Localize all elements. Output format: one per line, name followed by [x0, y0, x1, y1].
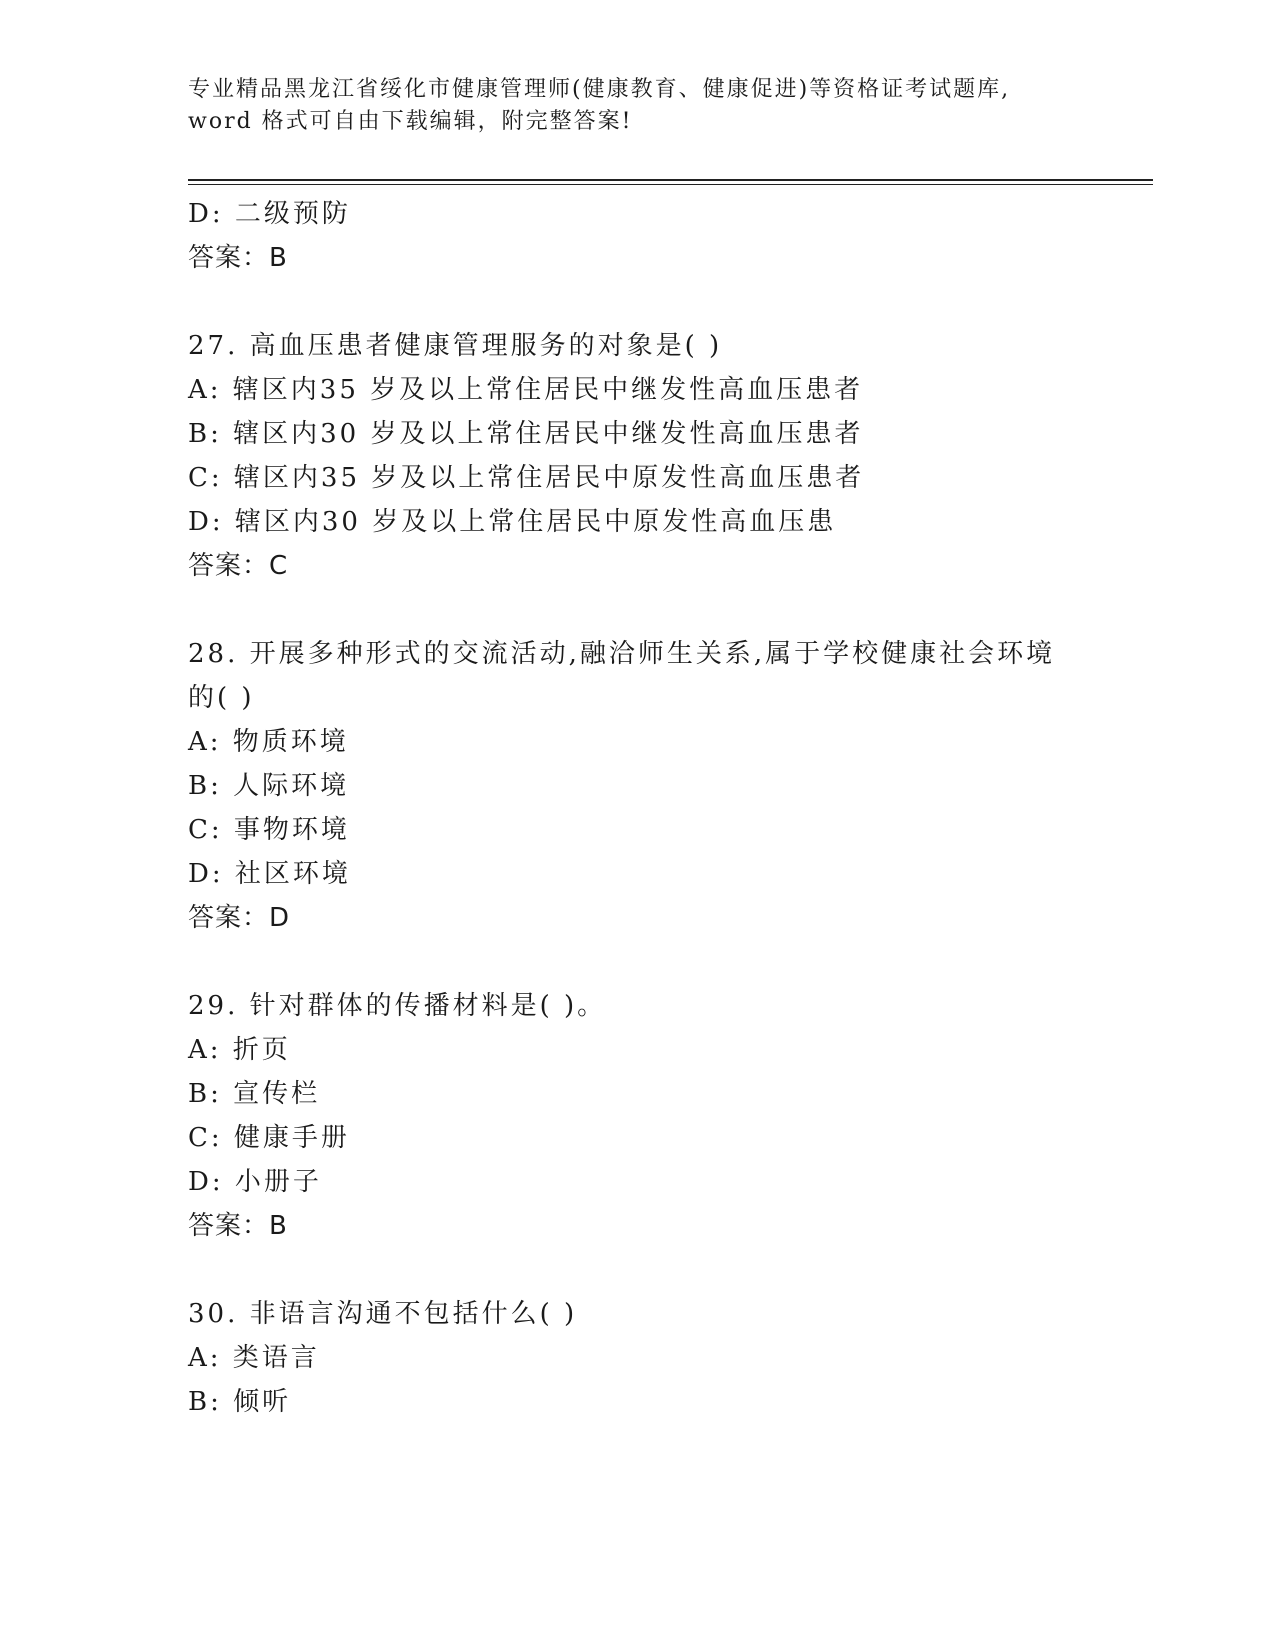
q29-option-d: D: 小册子: [188, 1167, 322, 1197]
q27-option-d: D: 辖区内30 岁及以上常住居民中原发性高血压患: [188, 507, 837, 537]
q27-option-a: A: 辖区内35 岁及以上常住居民中继发性高血压患者: [188, 375, 864, 405]
q29-option-a: A: 折页: [188, 1035, 291, 1065]
q28-option-d: D: 社区环境: [188, 859, 351, 889]
header-divider-thin: [188, 184, 1153, 185]
q29-option-b: B: 宣传栏: [188, 1079, 321, 1109]
q28-stem-line-1: 28. 开展多种形式的交流活动,融洽师生关系,属于学校健康社会环境: [188, 639, 1056, 669]
header-line-2: word 格式可自由下载编辑，附完整答案!: [188, 109, 633, 134]
q29-answer: 答案：B: [188, 1211, 288, 1241]
page-header: [188, 74, 1088, 138]
q28-answer: 答案：D: [188, 903, 291, 933]
q28-option-a: A: 物质环境: [188, 727, 349, 757]
header-line-1: 专业精品黑龙江省绥化市健康管理师(健康教育、健康促进)等资格证考试题库,: [188, 77, 1011, 102]
q27-answer: 答案：C: [188, 551, 289, 581]
q28-option-b: B: 人际环境: [188, 771, 350, 801]
q29-stem: 29. 针对群体的传播材料是( )。: [188, 991, 607, 1021]
q27-option-b: B: 辖区内30 岁及以上常住居民中继发性高血压患者: [188, 419, 864, 449]
q28-stem-line-2: 的( ): [188, 683, 255, 713]
q26-answer: 答案：B: [188, 243, 288, 273]
q27-stem: 27. 高血压患者健康管理服务的对象是( ): [188, 331, 723, 361]
q28-option-c: C: 事物环境: [188, 815, 350, 845]
header-divider-thick: [188, 179, 1153, 181]
q26-option-d: D: 二级预防: [188, 199, 351, 229]
q29-option-c: C: 健康手册: [188, 1123, 350, 1153]
q30-option-a: A: 类语言: [188, 1343, 320, 1373]
q30-stem: 30. 非语言沟通不包括什么( ): [188, 1299, 578, 1329]
q27-option-c: C: 辖区内35 岁及以上常住居民中原发性高血压患者: [188, 463, 865, 493]
q30-option-b: B: 倾听: [188, 1387, 292, 1417]
